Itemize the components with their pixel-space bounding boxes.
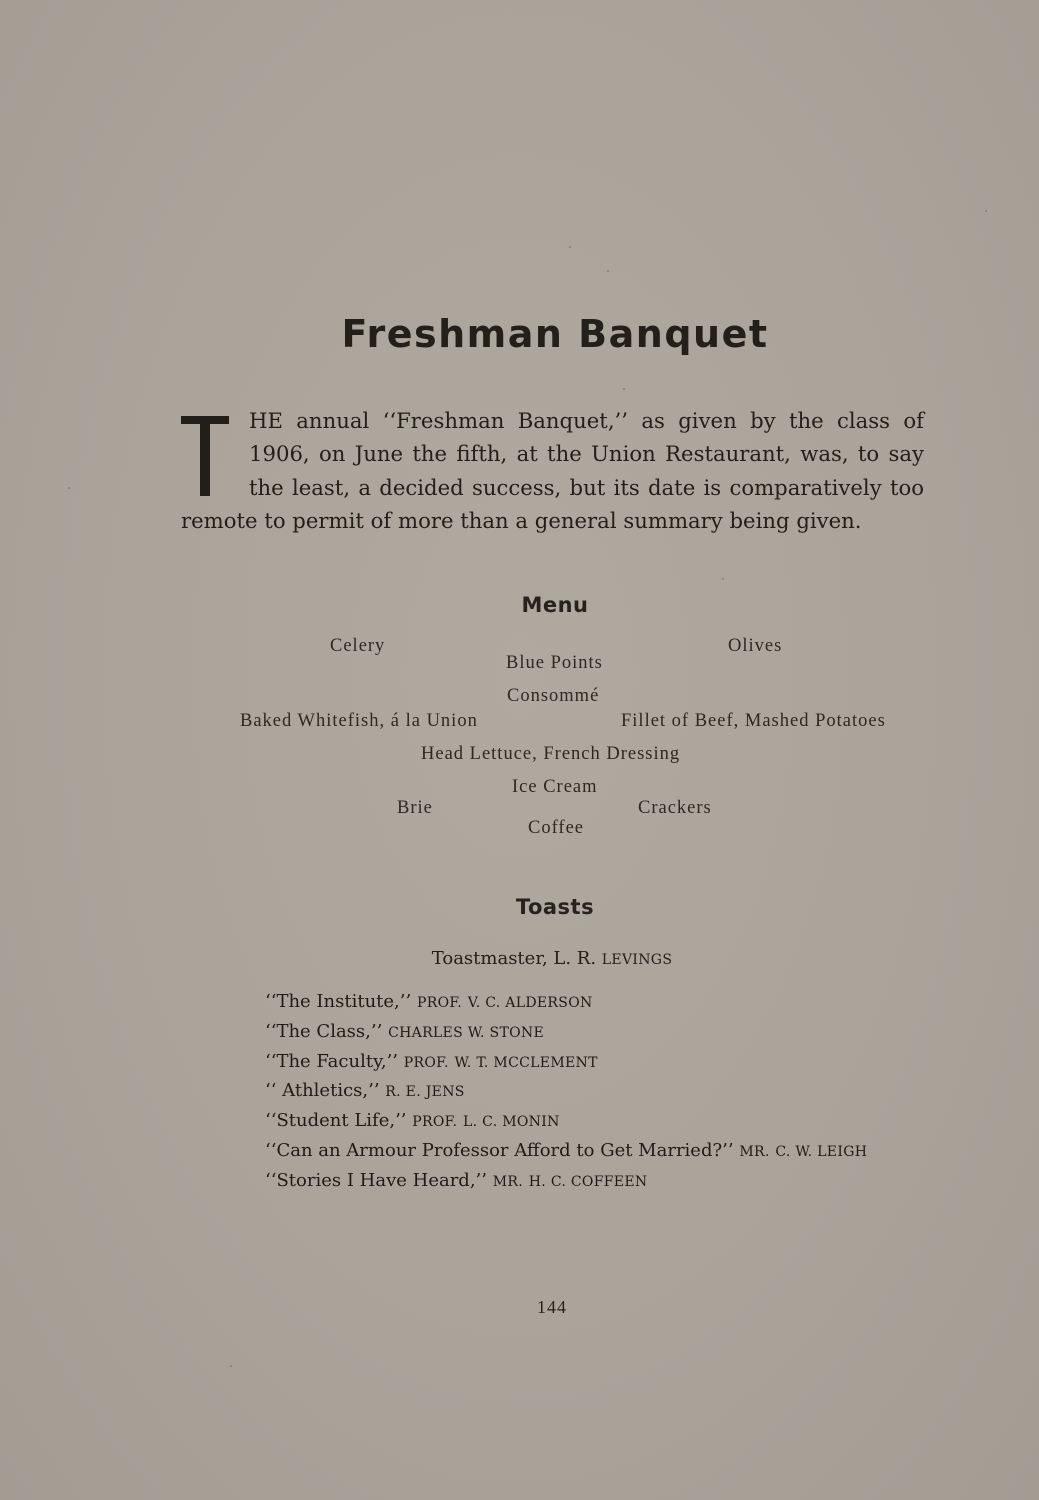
- toast-topic: ‘‘The Faculty,’’: [265, 1050, 399, 1072]
- toast-topic: ‘‘ Athletics,’’: [265, 1080, 380, 1102]
- toastmaster-name: LEVINGS: [601, 952, 673, 968]
- paper-speck: [722, 578, 724, 580]
- menu-item-olives: Olives: [728, 636, 783, 656]
- menu-item-crackers: Crackers: [638, 798, 712, 818]
- paper-speck: [68, 487, 70, 489]
- toast-topic: ‘‘The Class,’’: [265, 1020, 383, 1042]
- toast-item: [265, 1018, 867, 1048]
- menu-item-blue-points: Blue Points: [506, 653, 603, 673]
- toast-speaker: L. C. MONIN: [463, 1114, 560, 1131]
- paper-speck: [569, 246, 571, 248]
- toast-speaker: V. C. ALDERSON: [467, 995, 593, 1011]
- paper-speck: [623, 388, 625, 390]
- page-title: Freshman Banquet: [341, 312, 769, 356]
- toast-topic: ‘‘Student Life,’’: [265, 1110, 407, 1132]
- menu-item-brie: Brie: [397, 798, 433, 818]
- toastmaster-label: Toastmaster, L. R.: [431, 948, 602, 969]
- toast-item: [265, 1137, 867, 1167]
- paper-speck: [607, 270, 609, 272]
- toast-speaker-title: PROF.: [403, 1054, 449, 1071]
- drop-cap: [181, 416, 229, 496]
- toast-speaker-title: MR.: [492, 1173, 524, 1190]
- drop-cap-stem: [200, 416, 210, 496]
- toast-speaker-title: MR.: [739, 1143, 770, 1160]
- toast-list: [265, 988, 867, 1197]
- toast-speaker: CHARLES W. STONE: [388, 1024, 545, 1041]
- paper-speck: [230, 1365, 232, 1367]
- toast-item: [265, 1167, 867, 1197]
- menu-item-whitefish: Baked Whitefish, á la Union: [240, 711, 478, 731]
- intro-text: HE annual ‘‘Freshman Banquet,’’ as given by the class of 1906, on June the fifth, at the Union Restaurant, was, to say the least, a decided success, but its date is comparatively too remote to permit of more than a general summary being given.: [181, 408, 924, 534]
- menu-item-celery: Celery: [330, 636, 386, 656]
- paper-speck: [985, 210, 987, 212]
- intro-paragraph: [181, 404, 924, 538]
- toast-speaker-title: PROF.: [416, 995, 462, 1011]
- toastmaster-line: [0, 948, 1039, 969]
- menu-item-ice-cream: Ice Cream: [512, 777, 598, 797]
- toast-speaker-title: PROF.: [412, 1114, 458, 1131]
- toast-topic: ‘‘Can an Armour Professor Afford to Get Married?’’: [265, 1139, 734, 1161]
- toast-speaker: C. W. LEIGH: [775, 1143, 868, 1160]
- page-number: 144: [537, 1297, 567, 1317]
- toast-speaker: H. C. COFFEEN: [528, 1173, 648, 1190]
- toast-item: [265, 988, 867, 1018]
- toast-item: [265, 1077, 867, 1107]
- toast-speaker: R. E. JENS: [385, 1084, 465, 1101]
- toast-topic: ‘‘The Institute,’’: [265, 991, 412, 1012]
- toasts-heading: Toasts: [515, 895, 595, 919]
- menu-heading: Menu: [521, 593, 589, 617]
- menu-item-lettuce: Head Lettuce, French Dressing: [421, 744, 681, 764]
- menu-item-coffee: Coffee: [528, 818, 584, 838]
- menu-item-consomme: Consommé: [507, 686, 600, 706]
- toast-item: [265, 1048, 867, 1078]
- toast-item: [265, 1107, 867, 1137]
- menu-item-beef: Fillet of Beef, Mashed Potatoes: [621, 711, 886, 731]
- toast-speaker: W. T. MCCLEMENT: [454, 1054, 598, 1071]
- toast-topic: ‘‘Stories I Have Heard,’’: [265, 1169, 487, 1191]
